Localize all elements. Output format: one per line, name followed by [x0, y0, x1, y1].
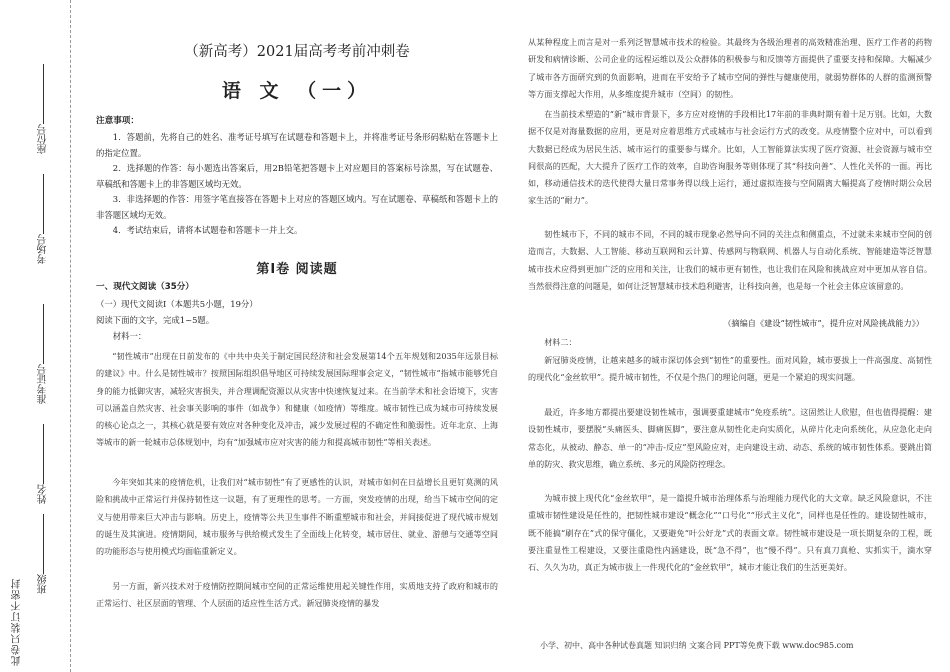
section-title: 第Ⅰ卷 阅读题 [256, 262, 338, 277]
binding-strip [0, 0, 78, 672]
exam-title: （新高考）2021届高考考前冲刺卷 [184, 44, 410, 60]
admission-number-field[interactable]: 准考证号 [38, 300, 58, 404]
right-paragraph-1: 从某种程度上而言是对一系列泛智慧城市技术的检验。其最终为各级治理者的高效精准治理、医疗工作者的药物研发和病情诊断、公司企业的远程运维以及公众群体的积极参与和反馈等方面提供了重要支持和保障。大幅减少了城市各方面研究到的负面影响，进而在平安给予了城市空间的弹性与健康使用，就弱势群体的人群的监测预警等方面支撑起大作用，从多维度提升城市（空间）的韧性。 [528, 37, 932, 99]
subject-title: 语 文 （一） [221, 80, 373, 102]
notice-item-1: 1．答题前，先将自己的姓名、准考证号填写在试题卷和答题卡上，并将准考证号条形码粘贴在答题卡上的指定位置。 [96, 132, 498, 158]
notice-item-3: 3．非选择题的作答：用签字笔直接答在答题卡上对应的答题区域内。写在试题卷、草稿纸和答题卡上的非答题区域均无效。 [96, 194, 498, 220]
notice-heading: 注意事项： [96, 116, 139, 126]
seat-number-field[interactable]: 座位号 [38, 60, 58, 154]
exam-room-field[interactable]: 考场号 [38, 170, 58, 264]
notice-item-4: 4．考试结束后，请将本试题卷和答题卡一并上交。 [112, 225, 303, 235]
right-paragraph-3: 韧性城市下，不同的城市不同，不同的城市现象必然导向不同的关注点和侧重点，不过就未来城市空间的创造而言，大数据、人工智能、移动互联网和云计算、传感网与物联网、机器人与自动化系统、智能建造等泛智慧城市技术应得到更加广泛的应用和关注，让我们的城市更有韧性，也让我们在风险和挑战应对中更加从容自信。当然很得注意的问题是，如何让泛智慧城市技术趋利避害，让科技向善，也是每一个社会主体应该留意的。 [528, 229, 932, 291]
sub-heading: （一）现代文阅读Ⅰ（本题共5小题，19分） [96, 299, 258, 309]
material-2-paragraph-1: 新冠肺炎疫情，让越来越多的城市深切体会到“韧性”的重要性。面对风险，城市要拔上一件高强度、高韧性的现代化“金丝软甲”。提升城市韧性，不仅是个热门的理论问题，更是一个紧迫的现实问题。 [528, 355, 932, 383]
footer-link[interactable]: 小学、初中、高中各种试卷真题 知识归纳 文案合同 PPT等免费下载 www.doc985.com [540, 641, 854, 650]
instruction: 阅读下面的文字，完成1~5题。 [96, 315, 215, 325]
material-1-source: （摘编自《建设“韧性城市”，提升应对风险挑战能力》） [723, 318, 924, 328]
binding-dashed-line [70, 0, 71, 672]
class-field[interactable]: 班级 [38, 510, 58, 594]
material-2-paragraph-3: 为城市披上现代化“金丝软甲”，是一篇提升城市治理体系与治理能力现代化的大文章。缺乏风险意识，不注重城市韧性建设是任性的，把韧性城市建设“概念化”“口号化”“形式主义化”，同样也是任性的。建设韧性城市，既不能搞“刷存在”式的保守僵化，又要避免“叶公好龙”式的表面文章。韧性城市建设是一项长期复杂的工程，既要注重显性工程建设，又要注重隐性内涵建设，既“急不得”，也“慢不得”。只有真刀真枪、实抓实干，滴水穿石、久久为功，真正为城市拔上一件现代化的“金丝软甲”，城市才能让我们的生活更美好。 [528, 493, 932, 573]
left-paragraph-1: “韧性城市”出现在日前发布的《中共中央关于制定国民经济和社会发展第14个五年规划和2035年远景目标的建议》中。什么是韧性城市？按照国际组织倡导地区可持续发展国际理事会定义，“韧性城市”指城市能够凭自身的能力抵御灾害，减轻灾害损失，并合理调配资源以从灾害中快速恢复过来。在当前学术和社会语境下，灾害可以涵盖自然灾害、社会事关影响的事件（如战争）和健康（如疫情）等维度。城市韧性已成为城市可持续发展的核心论点之一，其核心就是要有效应对各种变化及冲击，减少发展过程的不确定性和脆弱性。近年北京、上海等城市的新一轮城市总体规划中，均有“加强城市应对灾害的能力和提高城市韧性”等相关表述。 [96, 351, 498, 448]
part-heading: 一、现代文阅读（35分） [96, 282, 194, 292]
left-paragraph-2: 今年突如其来的疫情危机，让我们对“城市韧性”有了更感性的认识，对城市如何在日益增长且更钉莫测的风险和挑战中正常运行并保持韧性这一议题，有了更理性的思考。一方面，突发疫情的出现，给当下城市空间的定义与使用带来巨大冲击与影响。历史上，疫情等公共卫生事件不断重塑城市和社会，并间接促进了现代城市规划的诞生及其演进。疫情期间，城市服务与供给模式发生了全面线上化转变，城市居住、就业、游憩与交通等空间的功能形态与使用模式均面临重新定义。 [96, 477, 498, 557]
material-2-paragraph-2: 最近，许多地方都提出要建设韧性城市，强调要重建城市“免疫系统”。这固然让人欣慰，但也值得提醒：建设韧性城市，要摆脱“头痛医头、脚痛医脚”，要注意从韧性化走向实质化，从碎片化走向系统化，从应急化走向常态化，从被动、静态、单一的“冲击-反应”型风险应对，走向建设主动、动态、系统的城市韧性体系。要跳出简单的防灾、救灾思维，确立系统、多元的风险防控理念。 [528, 407, 932, 469]
binding-note: 此卷只装订不密封 [12, 578, 23, 666]
notice-item-2: 2．选择题的作答：每小题选出答案后，用2B铅笔把答题卡上对应题目的答案标号涂黑，写在试题卷、草稿纸和答题卡上的非答题区域均无效。 [96, 163, 498, 189]
name-field[interactable]: 姓名 [38, 420, 58, 504]
left-paragraph-3: 另一方面，新兴技术对于疫情防控期间城市空间的正常运维使用起关键性作用，实质地支持了政府和城市的正常运行、社区层面的管理、个人层面的适应性生活方式。新冠肺炎疫情的暴发 [96, 581, 498, 609]
material-1-label: 材料一： [112, 331, 147, 341]
material-2-label: 材料二： [544, 337, 577, 347]
right-paragraph-2: 在当前技术塑造的“新”城市背景下，多方应对疫情的手段相比17年前的非典时期有着十足万别。比如，大数据不仅是对海量数据的应用，更是对应着思维方式或城市与社会运行方式的改变。从疫情整个应对中，可以看到大数据已经成为居民生活、城市运行的重要参与媒介。比如，人工智能算法实现了医疗资源、社会资源与城市空间很高的匹配，大大提升了医疗工作的效率，自助咨询服务等则体现了其“科技向善”、人性化关怀的一面。再比如，移动通信技术的迭代使得大量日常事务得以线上运行，通过虚拟连接与空间隔离大幅提高了疫情时期公众居家生活的“耐力”。 [528, 109, 932, 206]
